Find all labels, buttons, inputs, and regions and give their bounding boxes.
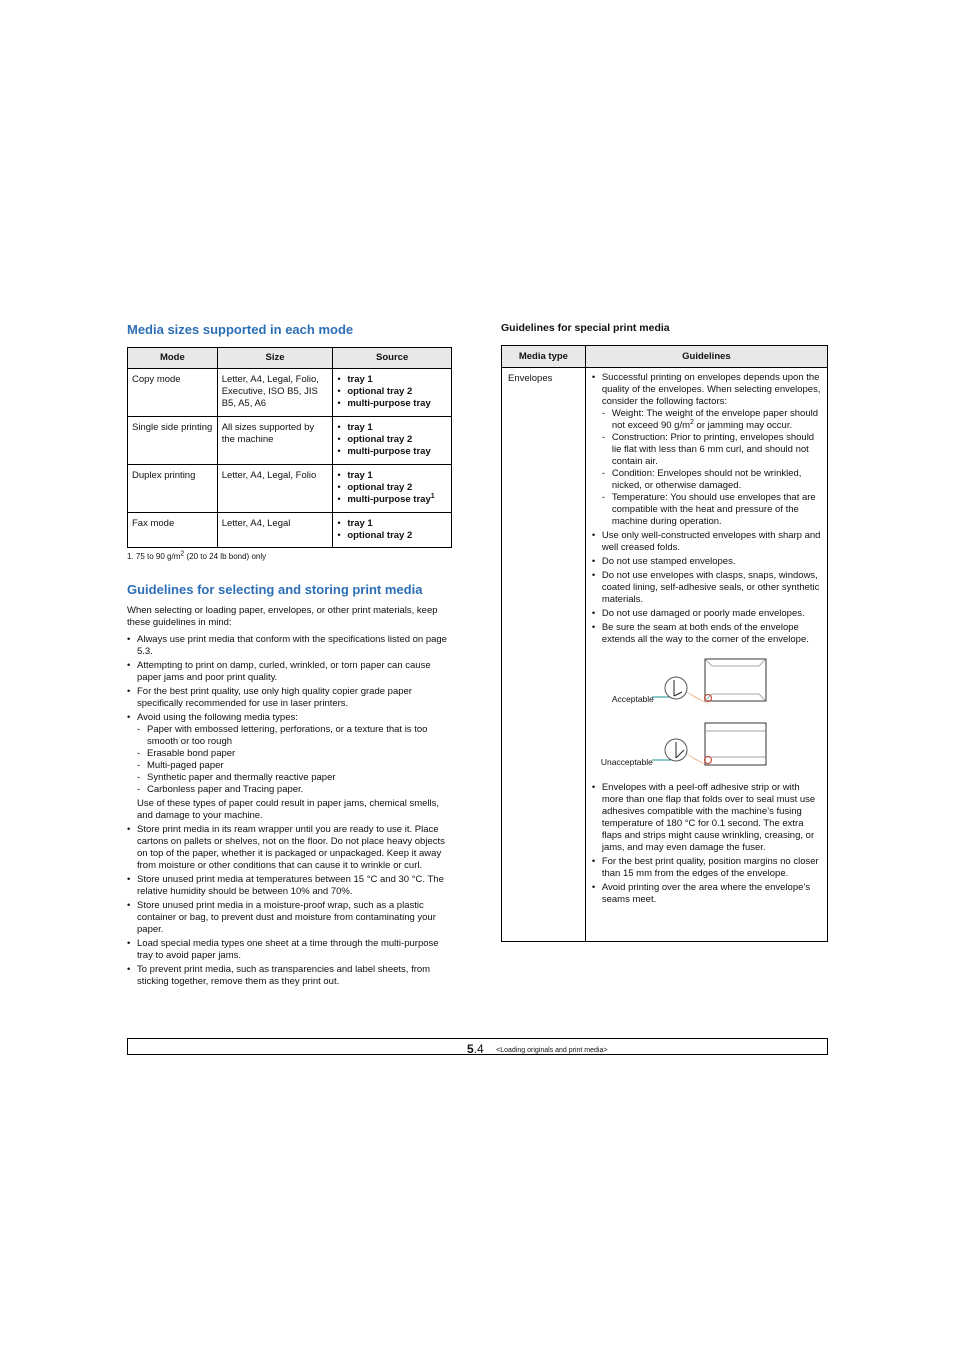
avoid-lead: • Avoid using the following media types: — [137, 712, 298, 723]
cell-mode: Copy mode — [128, 369, 218, 417]
table-row — [128, 369, 452, 417]
envelope-icon — [652, 722, 772, 770]
list-item — [592, 372, 821, 528]
header-media-type: Media type — [502, 346, 586, 368]
cell-mode: Fax mode — [128, 513, 218, 548]
table-header-row — [502, 346, 828, 368]
table-row — [502, 368, 828, 942]
factor-text: Weight: The weight of the envelope paper should not exceed 90 g/m — [611, 408, 818, 431]
source-item: • tray 1 — [337, 470, 447, 482]
list-item: • For the best print quality, use only high quality copier grade paper specifically recommended for use in laser printers. — [127, 686, 452, 710]
cell-size: Letter, A4, Legal — [217, 513, 333, 548]
list-item: - Erasable bond paper — [137, 748, 452, 760]
factors-list — [602, 408, 821, 528]
cell-source — [333, 465, 452, 513]
cell-source — [333, 369, 452, 417]
list-item: • Load special media types one sheet at a time through the multi-purpose tray to avoid paper jams. — [127, 938, 452, 962]
table-row — [128, 513, 452, 548]
source-item: • optional tray 2 — [337, 434, 447, 446]
header-mode: Mode — [128, 348, 218, 369]
list-item: • Do not use envelopes with clasps, snaps, windows, coated lining, self-adhesive seals, or other synthetic materials. — [592, 570, 821, 606]
list-item: • Do not use stamped envelopes. — [592, 556, 821, 568]
cell-size: Letter, A4, Legal, Folio — [217, 465, 333, 513]
heading-media-sizes: Media sizes supported in each mode — [127, 322, 354, 337]
source-item: • multi-purpose tray — [337, 398, 447, 410]
list-item: - Carbonless paper and Tracing paper. — [137, 784, 452, 796]
list-item: - Condition: Envelopes should not be wrinkled, nicked, or otherwise damaged. — [602, 468, 821, 492]
cell-mode: Duplex printing — [128, 465, 218, 513]
list-item: • Always use print media that conform with the specifications listed on page 5.3. — [127, 634, 452, 658]
envelope-guidelines-list-2 — [592, 782, 821, 906]
header-guidelines: Guidelines — [585, 346, 827, 368]
page-number-major: 5 — [467, 1042, 474, 1056]
list-item: - Paper with embossed lettering, perforations, or a texture that is too smooth or too rough — [137, 724, 452, 748]
list-item: • Store unused print media at temperatures between 15 °C and 30 °C. The relative humidity should be between 10% and 70%. — [127, 874, 452, 898]
list-item: • To prevent print media, such as transparencies and label sheets, from sticking together, remove them as they print out. — [127, 964, 452, 988]
source-item — [337, 494, 447, 506]
cell-source — [333, 513, 452, 548]
intro-paragraph: When selecting or loading paper, envelopes, or other print materials, keep these guidelines in mind: — [127, 605, 438, 628]
header-source: Source — [333, 348, 452, 369]
list-item: • Use only well-constructed envelopes with sharp and well creased folds. — [592, 530, 821, 554]
avoid-tail: Use of these types of paper could result in paper jams, chemical smells, and damage to your machine. — [137, 798, 440, 821]
list-item: - Temperature: You should use envelopes that are compatible with the heat and pressure of the machine during operation. — [602, 492, 821, 528]
source-item: • optional tray 2 — [337, 482, 447, 494]
guidelines-body — [127, 605, 452, 990]
table-footnote — [127, 552, 266, 561]
footer-content — [467, 1040, 607, 1058]
list-item: • Store print media in its ream wrapper until you are ready to use it. Place cartons on pallets or shelves, not on the floor. Do not place heavy objects on top of the paper, whether it is packaged or unpackaged. Keep it away from moisture or other conditions that can cause it to wrinkle or curl. — [127, 824, 452, 872]
list-item: • Envelopes with a peel-off adhesive strip or with more than one flap that folds over to seal must use adhesives compatible with the machine’s fusing temperature of 180 °C for 0.1 second. The extra flaps and strips might cause wrinkling, creasing, or jams, and may even damage the fuser. — [592, 782, 821, 854]
source-item: • optional tray 2 — [337, 386, 447, 398]
page-footer — [127, 1038, 828, 1055]
list-item: • For the best print quality, position margins no closer than 15 mm from the edges of the envelope. — [592, 856, 821, 880]
source-item: • tray 1 — [337, 374, 447, 386]
header-size: Size — [217, 348, 333, 369]
envelope-icon — [652, 658, 772, 706]
envelope-seam-illustration — [592, 656, 821, 774]
cell-size: Letter, A4, Legal, Folio, Executive, ISO B5, JIS B5, A5, A6 — [217, 369, 333, 417]
factor-sup: 2 — [690, 418, 694, 426]
source-text: multi-purpose tray — [347, 494, 431, 505]
b1-text: • Successful printing on envelopes depends upon the quality of the envelopes. When selecting envelopes, consider the following factors: — [601, 372, 821, 407]
list-item: • Be sure the seam at both ends of the envelope extends all the way to the corner of the envelope. — [592, 622, 821, 646]
list-item — [127, 712, 452, 822]
cell-mode: Single side printing — [128, 417, 218, 465]
label-unacceptable: Unacceptable — [600, 757, 653, 767]
factor-text: or jamming may occur. — [693, 420, 793, 431]
source-item: • multi-purpose tray — [337, 446, 447, 458]
footnote-mark: 1 — [430, 492, 435, 500]
cell-media-type: Envelopes — [502, 368, 586, 942]
label-acceptable: Acceptable — [611, 694, 654, 704]
list-item: • Attempting to print on damp, curled, wrinkled, or torn paper can cause paper jams and poor print quality. — [127, 660, 452, 684]
guidelines-list — [127, 634, 452, 988]
footer-chapter-title: <Loading originals and print media> — [496, 1047, 608, 1054]
list-item: - Multi-paged paper — [137, 760, 452, 772]
cell-source — [333, 417, 452, 465]
list-item: • Store unused print media in a moisture-proof wrap, such as a plastic container or bag, to prevent dust and moisture from contaminating your paper. — [127, 900, 452, 936]
heading-guidelines-storing: Guidelines for selecting and storing print media — [127, 582, 423, 597]
footnote-text: 1. 75 to 90 g/m — [127, 552, 181, 561]
table-row — [128, 417, 452, 465]
page-number-minor: .4 — [473, 1042, 484, 1056]
media-sizes-table — [127, 347, 452, 548]
special-media-table — [501, 345, 828, 942]
footnote-text: (20 to 24 lb bond) only — [184, 552, 267, 561]
source-item: • tray 1 — [337, 422, 447, 434]
envelope-guidelines-list — [592, 372, 821, 646]
cell-guidelines — [585, 368, 827, 942]
list-item — [602, 408, 821, 432]
footnote-sup: 2 — [180, 550, 185, 558]
list-item: - Construction: Prior to printing, envelopes should lie flat with less than 6 mm curl, and should not contain air. — [602, 432, 821, 468]
heading-special-media: Guidelines for special print media — [501, 322, 670, 334]
cell-size: All sizes supported by the machine — [217, 417, 333, 465]
list-item: • Avoid printing over the area where the envelope’s seams meet. — [592, 882, 821, 906]
source-item: • optional tray 2 — [337, 530, 447, 542]
table-row — [128, 465, 452, 513]
table-header-row — [128, 348, 452, 369]
avoid-list — [137, 724, 452, 796]
list-item: • Do not use damaged or poorly made envelopes. — [592, 608, 821, 620]
list-item: - Synthetic paper and thermally reactive paper — [137, 772, 452, 784]
source-item: • tray 1 — [337, 518, 447, 530]
